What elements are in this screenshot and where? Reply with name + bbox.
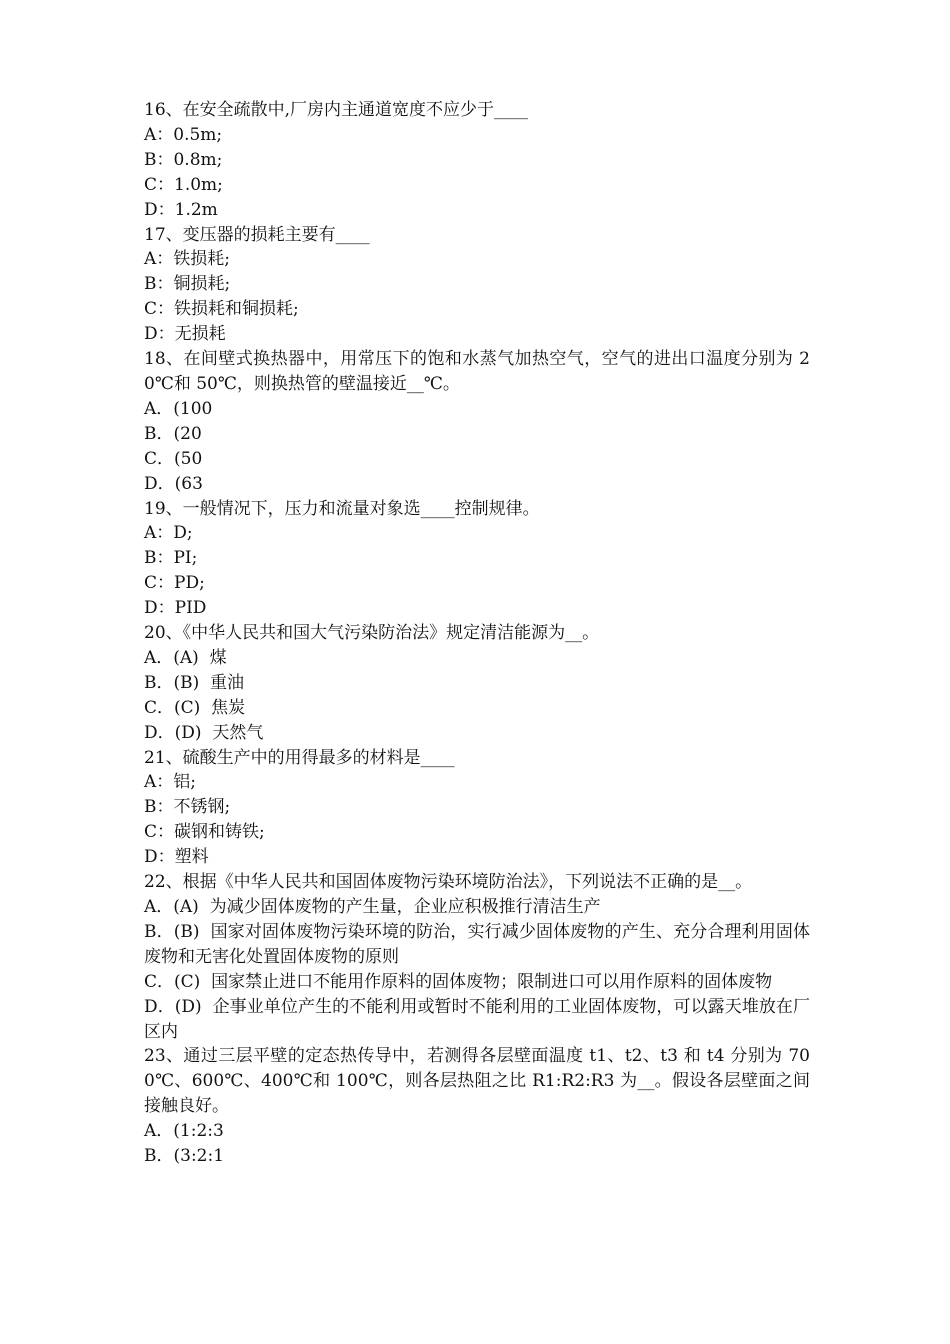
question-block bbox=[144, 223, 810, 348]
answer-option: D：无损耗 bbox=[144, 324, 226, 345]
answer-option: B．(B) 国家对固体废物污染环境的防治，实行减少固体废物的产生、充分合理利用固体废物和无害化处置固体废物的原则 bbox=[144, 921, 810, 967]
question-block bbox=[144, 1044, 810, 1169]
answer-option: D．(63 bbox=[144, 473, 203, 494]
answer-option: C：PD; bbox=[144, 573, 205, 594]
answer-option: B：不锈钢; bbox=[144, 797, 231, 818]
answer-option: A．(A) 为减少固体废物的产生量，企业应积极推行清洁生产 bbox=[144, 897, 601, 917]
answer-option: A：铁损耗; bbox=[144, 249, 231, 270]
answer-option: B．(B) 重油 bbox=[144, 672, 245, 693]
answer-option: D：1.2m bbox=[144, 199, 218, 220]
answer-option: D．(D) 企事业单位产生的不能利用或暂时不能利用的工业固体废物，可以露天堆放在厂区内 bbox=[144, 996, 810, 1042]
answer-option: D：PID bbox=[144, 598, 207, 619]
answer-option: A：D; bbox=[144, 523, 193, 544]
answer-option: C：铁损耗和铜损耗; bbox=[144, 299, 299, 320]
answer-option: B：PI; bbox=[144, 548, 198, 569]
question-block bbox=[144, 746, 810, 871]
answer-option: B：铜损耗; bbox=[144, 274, 231, 295]
question-block bbox=[144, 98, 810, 223]
question-text: 21、硫酸生产中的用得最多的材料是____ bbox=[144, 747, 455, 768]
answer-option: C：碳钢和铸铁; bbox=[144, 822, 265, 843]
answer-option: A．(100 bbox=[144, 398, 213, 419]
question-text: 23、通过三层平壁的定态热传导中，若测得各层壁面温度 t1、t2、t3 和 t4 分别为 700℃、600℃、400℃和 100℃，则各层热阻之比 R1:R2:R3 为__。假设各层壁面之间接触良好。 bbox=[144, 1046, 810, 1117]
question-block bbox=[144, 621, 810, 746]
answer-option: B．(20 bbox=[144, 423, 202, 444]
answer-option: C．(50 bbox=[144, 448, 203, 469]
question-block bbox=[144, 347, 810, 496]
answer-option: A．(A) 煤 bbox=[144, 647, 227, 668]
answer-option: B．(3:2:1 bbox=[144, 1146, 225, 1167]
answer-option: A：铝; bbox=[144, 772, 197, 793]
answer-option: A．(1:2:3 bbox=[144, 1121, 224, 1142]
question-text: 20、《中华人民共和国大气污染防治法》规定清洁能源为__。 bbox=[144, 623, 600, 644]
question-block bbox=[144, 870, 810, 1044]
question-text: 19、一般情况下，压力和流量对象选____控制规律。 bbox=[144, 498, 540, 519]
answer-option: A：0.5m; bbox=[144, 124, 223, 145]
answer-option: C：1.0m; bbox=[144, 174, 223, 195]
question-text: 18、在间壁式换热器中，用常压下的饱和水蒸气加热空气，空气的进出口温度分别为 20℃和 50℃，则换热管的壁温接近__℃。 bbox=[144, 349, 810, 394]
question-list bbox=[144, 98, 810, 1169]
answer-option: D：塑料 bbox=[144, 847, 209, 868]
question-block bbox=[144, 497, 810, 622]
answer-option: C．(C) 焦炭 bbox=[144, 697, 246, 718]
question-text: 16、在安全疏散中,厂房内主通道宽度不应少于____ bbox=[144, 100, 529, 120]
answer-option: D．(D) 天然气 bbox=[144, 722, 264, 743]
question-text: 22、根据《中华人民共和国固体废物污染环境防治法》，下列说法不正确的是__。 bbox=[144, 872, 753, 893]
answer-option: C．(C) 国家禁止进口不能用作原料的固体废物；限制进口可以用作原料的固体废物 bbox=[144, 971, 773, 992]
question-text: 17、变压器的损耗主要有____ bbox=[144, 224, 370, 245]
answer-option: B：0.8m; bbox=[144, 149, 223, 170]
